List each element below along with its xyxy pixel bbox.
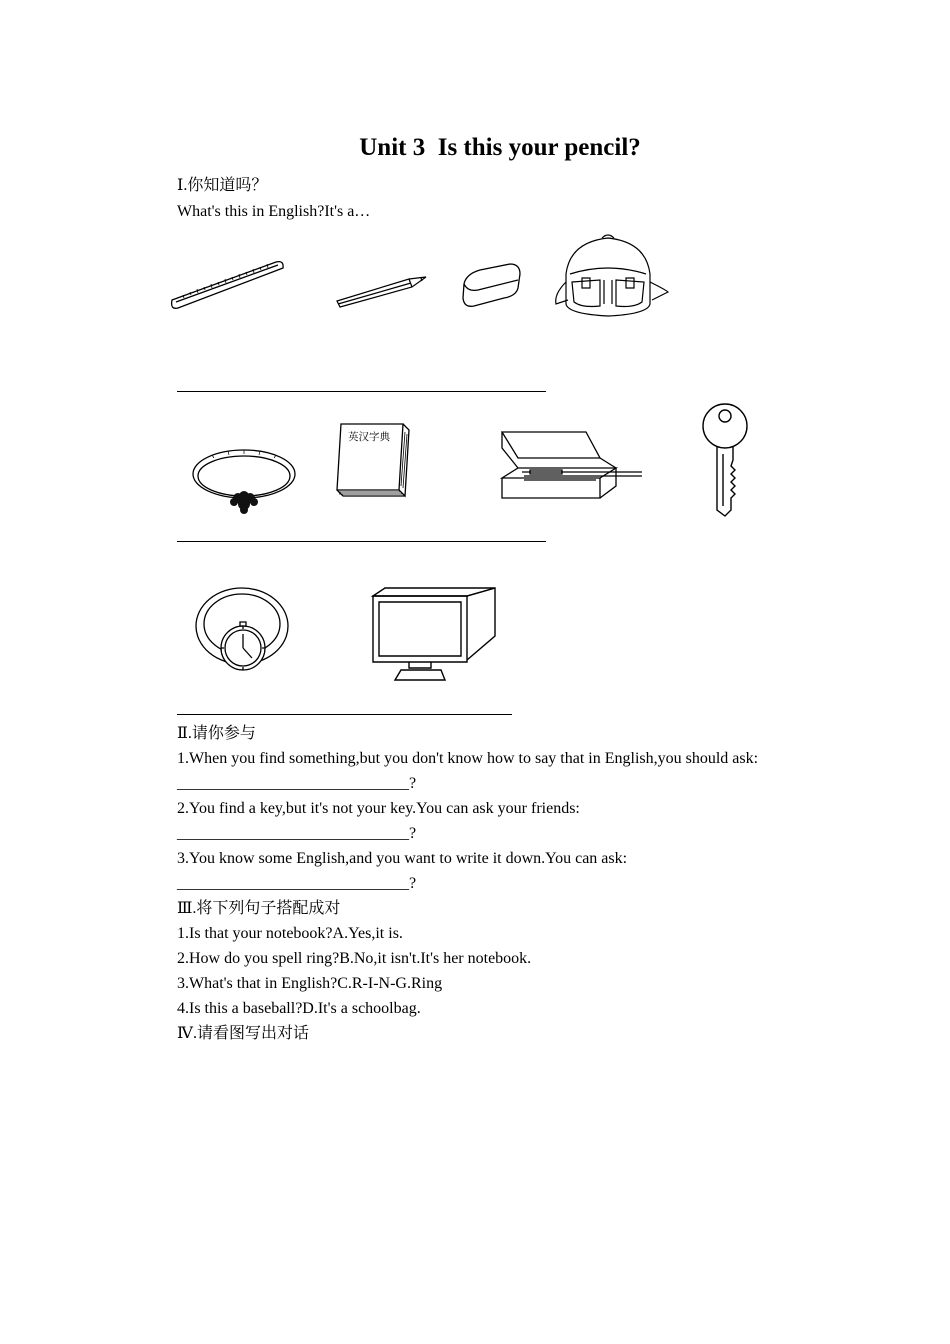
question-3: 3.You know some English,and you want to write it down.You can ask: bbox=[177, 850, 628, 867]
answer-line-row3[interactable] bbox=[177, 714, 512, 715]
section2-heading: Ⅱ.请你参与 bbox=[177, 725, 256, 742]
section4-heading: Ⅳ.请看图写出对话 bbox=[177, 1025, 309, 1042]
schoolbag-icon bbox=[552, 234, 670, 318]
ring-icon bbox=[190, 446, 298, 516]
eraser-icon bbox=[460, 262, 522, 310]
match-item-2: 2.How do you spell ring?B.No,it isn't.It's her notebook. bbox=[177, 950, 532, 967]
answer-blank-3[interactable]: _____________________________? bbox=[177, 875, 417, 892]
section1-prompt: What's this in English?It's a… bbox=[177, 203, 371, 220]
question-1: 1.When you find something,but you don't know how to say that in English,you should ask: bbox=[177, 750, 759, 767]
match-item-4: 4.Is this a baseball?D.It's a schoolbag. bbox=[177, 1000, 421, 1017]
page-title: Unit 3 Is this your pencil? bbox=[359, 134, 641, 161]
section1-heading: Ⅰ.你知道吗？ bbox=[177, 177, 268, 194]
ruler-icon bbox=[168, 256, 286, 314]
match-item-3: 3.What's that in English?C.R-I-N-G.Ring bbox=[177, 975, 443, 992]
answer-blank-2[interactable]: _____________________________? bbox=[177, 825, 417, 842]
dictionary-icon bbox=[333, 422, 413, 498]
key-icon bbox=[699, 402, 751, 518]
dictionary-label: 英汉字典 bbox=[348, 431, 390, 443]
watch-icon bbox=[194, 586, 292, 674]
computer-monitor-icon bbox=[371, 586, 499, 684]
question-2: 2.You find a key,but it's not your key.You can ask your friends: bbox=[177, 800, 580, 817]
section3-heading: Ⅲ.将下列句子搭配成对 bbox=[177, 900, 341, 917]
answer-line-row2[interactable] bbox=[177, 541, 546, 542]
answer-line-row1[interactable] bbox=[177, 391, 546, 392]
pencil-icon bbox=[335, 275, 429, 309]
answer-blank-1[interactable]: _____________________________? bbox=[177, 775, 417, 792]
match-item-1: 1.Is that your notebook?A.Yes,it is. bbox=[177, 925, 403, 942]
pencil-box-icon bbox=[500, 430, 645, 500]
